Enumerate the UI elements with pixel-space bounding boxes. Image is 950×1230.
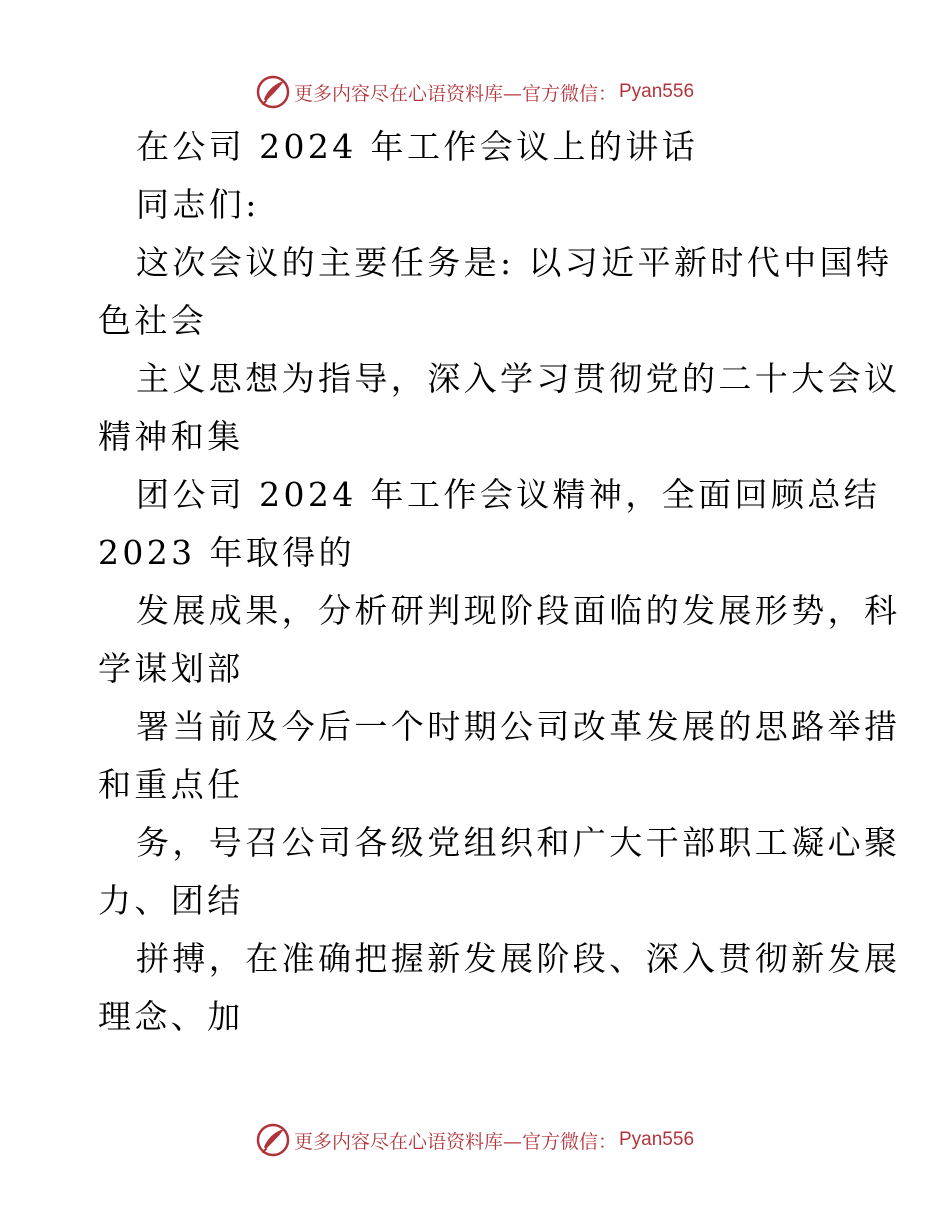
paragraph-line: 和重点任	[98, 765, 244, 804]
paragraph-line: 力、团结	[98, 881, 244, 920]
paragraph-line: 2023 年取得的	[98, 533, 356, 572]
footer-watermark	[0, 1120, 950, 1160]
salutation: 同志们:	[136, 185, 260, 224]
document-body	[98, 118, 901, 1046]
quill-pen-logo-icon	[256, 1123, 290, 1157]
paragraph-line: 主义思想为指导，深入学习贯彻党的二十大会议	[136, 359, 901, 398]
quill-pen-logo-icon	[256, 75, 290, 109]
paragraph-line: 务，号召公司各级党组织和广大干部职工凝心聚	[136, 823, 901, 862]
watermark-account: Pyan556	[619, 1129, 695, 1150]
watermark-account: Pyan556	[619, 81, 695, 102]
header-watermark	[0, 72, 950, 112]
document-title: 在公司 2024 年工作会议上的讲话	[136, 127, 699, 166]
paragraph-line: 发展成果，分析研判现阶段面临的发展形势，科	[136, 591, 901, 630]
paragraph-line: 色社会	[98, 301, 208, 340]
paragraph-line: 这次会议的主要任务是: 以习近平新时代中国特	[136, 243, 893, 282]
watermark-text: 更多内容尽在心语资料库—官方微信：	[293, 1130, 617, 1153]
paragraph-line: 学谋划部	[98, 649, 244, 688]
paragraph-line: 理念、加	[98, 997, 244, 1036]
watermark-text: 更多内容尽在心语资料库—官方微信：	[293, 82, 617, 105]
paragraph-line: 拼搏，在准确把握新发展阶段、深入贯彻新发展	[136, 939, 901, 978]
paragraph-line: 精神和集	[98, 417, 244, 456]
paragraph-line: 署当前及今后一个时期公司改革发展的思路举措	[136, 707, 901, 746]
paragraph-line: 团公司 2024 年工作会议精神，全面回顾总结	[136, 475, 881, 514]
